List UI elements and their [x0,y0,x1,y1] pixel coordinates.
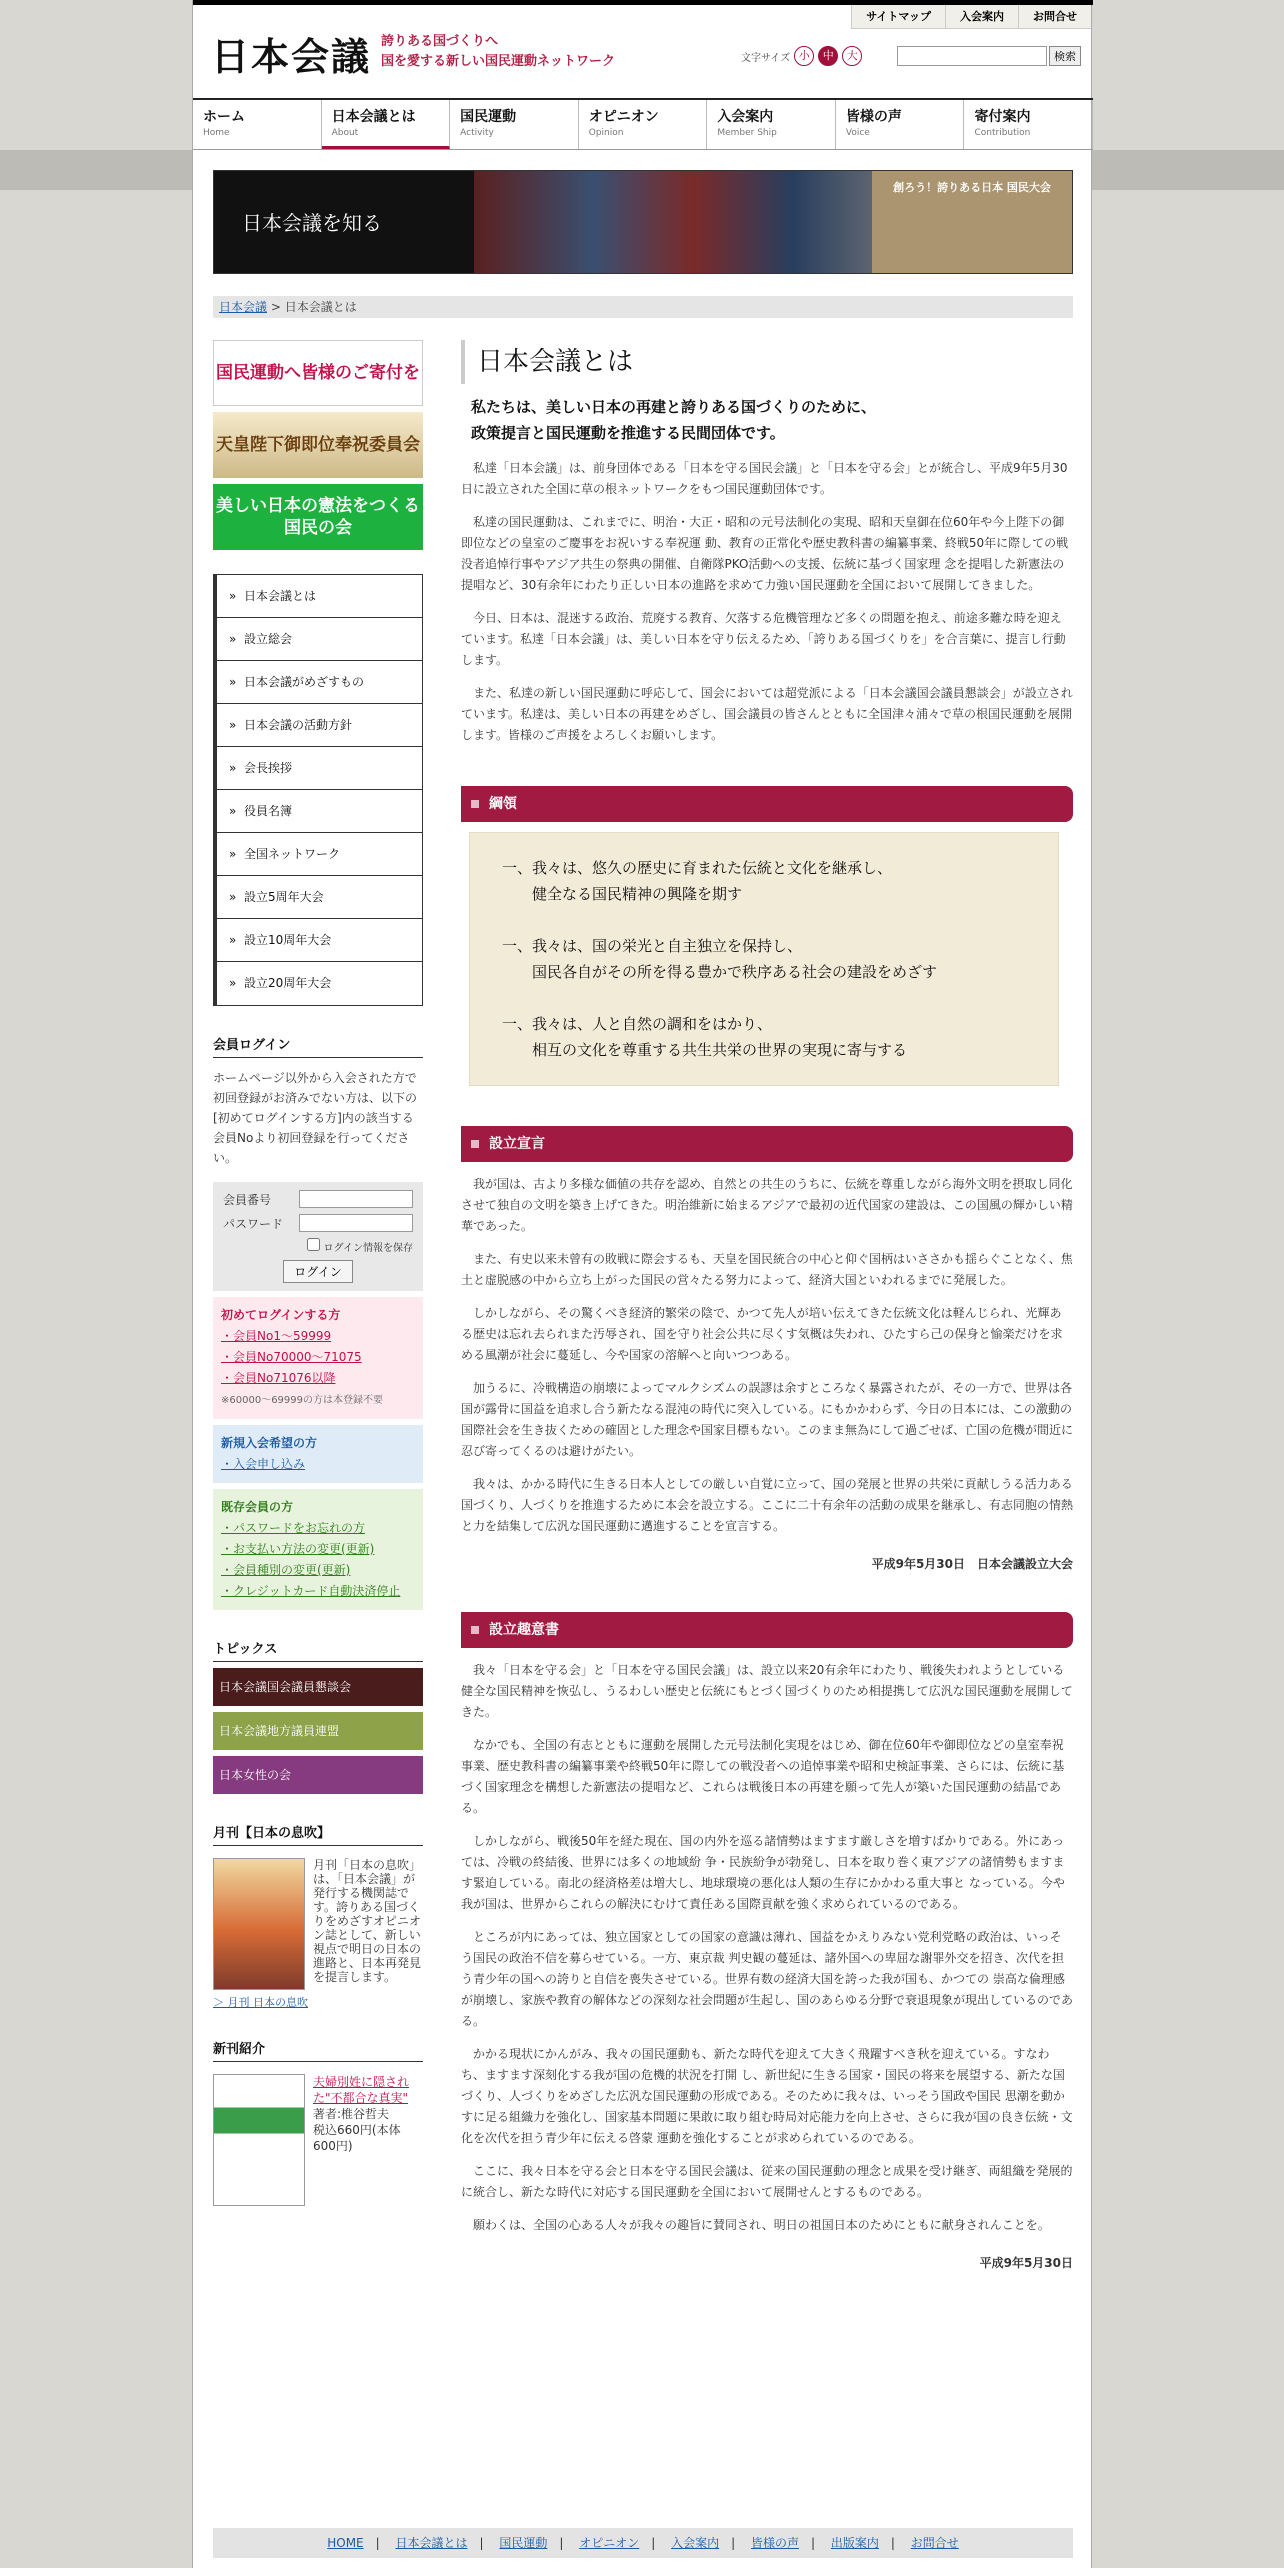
save-login-checkbox[interactable] [307,1238,320,1251]
nav-activity[interactable] [450,100,579,149]
side-nav-item[interactable]: » 設立20周年大会 [214,962,422,1005]
lead-line2: 政策提言と国民運動を推進する民間団体です。 [471,424,785,442]
koryo-line: 一、我々は、国の栄光と自主独立を保持し、 [502,937,803,955]
existing-member-link[interactable]: ・会員種別の変更(更新) [221,1563,351,1577]
lead-text [461,394,1073,446]
footer-link-membership[interactable]: 入会案内 [671,2536,720,2550]
shushi-paragraph: しかしながら、戦後50年を経た現在、国の内外を巡る諸情勢はますます厳しさを増すばかりである。外にあっては、冷戦の終結後、世界には多くの地域紛 争・民族紛争が勃発し、日本を取り巻く東アジアの諸情勢もますます緊迫している。南北の経済格差は増大し、地球環境の悪化は人類の生存にかかわる重大事と なっている。今や我が国は、世界からこれらの解決にむけて責任ある国際貢献を強く求められているのである。 [461,1834,1065,1911]
koryo-box [469,832,1059,1086]
footer-link-voice[interactable]: 皆様の声 [751,2536,800,2550]
contact-link[interactable]: お問合せ [1018,5,1091,28]
shushi-paragraph: ところが内にあっては、独立国家としての国家の意識は薄れ、国益をかえりみない党利党略の政治は、いっそう国民の政治不信を募らせている。一方、東京裁 判史観の蔓延は、諸外国への卑屈な謝罪外交を招き、次代を担う青少年の国への誇りと自信を喪失させている。世界有数の経済大国を誇った我が国も、かつての 崇高な倫理感が崩壊し、家族や教育の解体などの深刻な社会問題が生起し、国のあらゆる分野で衰退現象が現出しているのである。 [461,1930,1074,2028]
koryo-item [502,855,1026,907]
site-logo[interactable]: 日本会議 [211,34,372,79]
side-nav-label: 役員名簿 [243,804,292,818]
font-size-small-button[interactable]: 小 [794,46,814,66]
search-form [897,46,1081,66]
koryo-line: 国民各自がその所を得る豊かで秩序ある社会の建設をめざす [532,963,938,981]
sengen-paragraph: 我が国は、古より多様な価値の共存を認め、自然との共生のうちに、伝統を尊重しながら海外文明を摂取し同化させて独自の文明を築き上げてきた。明治維新に始まるアジアで最初の近代国家の建設は、この国風の輝かしい精華であった。 [461,1177,1073,1233]
side-nav-label: 設立20周年大会 [243,976,332,990]
password-input[interactable] [299,1214,413,1232]
book-title-link[interactable]: 夫婦別姓に隠された"不都合な真実" [313,2075,410,2105]
nav-sublabel: Voice [845,128,870,138]
topic-banner[interactable]: 日本会議国会議員懇談会 [213,1668,423,1706]
footer-link-contact[interactable]: お問合せ [910,2536,959,2550]
nav-sublabel: About [331,128,359,138]
side-nav-label: 設立総会 [243,632,292,646]
footer-link-about[interactable]: 日本会議とは [395,2536,468,2550]
nav-label: 寄付案内 [974,109,1031,125]
first-login-box [213,1297,423,1419]
magazine-heading: 月刊【日本の息吹】 [213,1822,423,1846]
login-button[interactable]: ログイン [283,1260,352,1283]
nav-label: 国民運動 [460,109,517,125]
topics-heading: トピックス [213,1638,423,1662]
intro-paragraph: 私達の国民運動は、これまでに、明治・大正・昭和の元号法制化の実現、昭和天皇御在位60年や今上陛下の御即位などの皇室のご慶事をお祝いする奉祝運 動、教育の正常化や歴史教科書の編纂事業、終戦50年に際しての戦没者追悼行事やアジア共生の祭典の開催、自衛隊PKO活動への支援、伝統に基づく国家理 念を提唱した新憲法の提唱など、30有余年にわたり正しい日本の進路を求めて力強い国民運動を全国において展開してきました。 [461,515,1069,592]
side-nav-label: 日本会議の活動方針 [243,718,352,732]
side-nav-label: 会長挨拶 [243,761,292,775]
koryo-line: 健全なる国民精神の興隆を期す [532,885,743,903]
existing-member-box [213,1489,423,1610]
enthronement-banner[interactable]: 天皇陛下御即位奉祝委員会 [213,412,423,478]
font-size-medium-button[interactable]: 中 [818,46,838,66]
nav-opinion[interactable] [579,100,708,149]
side-nav-item[interactable]: » 設立10周年大会 [214,919,422,962]
topic-banner[interactable]: 日本会議地方議員連盟 [213,1712,423,1750]
lead-line1: 私たちは、美しい日本の再建と誇りある国づくりのために、 [471,398,877,416]
intro-paragraph: また、私達の新しい国民運動に呼応して、国会においては超党派による「日本会議国会議員懇談会」が設立されています。私達は、美しい日本の再建をめざし、国会議員の皆さんとともに全国津々浦々で草の根国民運動を展開します。皆様のご声援をよろしくお願いします。 [461,686,1073,742]
global-nav [193,98,1093,150]
nav-sublabel: Activity [460,128,494,138]
nav-about[interactable] [322,100,451,149]
magazine-cover[interactable] [213,1858,305,1990]
first-login-note: ※60000～69999の方は本登録不要 [221,1395,384,1406]
nav-sublabel: Member Ship [717,128,777,138]
footer-link-home[interactable]: HOME [327,2536,364,2550]
constitution-banner[interactable]: 美しい日本の憲法をつくる国民の会 [213,484,423,550]
sitemap-link[interactable]: サイトマップ [851,5,945,28]
first-login-link[interactable]: ・会員No70000～71075 [221,1350,362,1364]
side-nav-item[interactable]: » 日本会議がめざすもの [214,661,422,704]
side-nav-label: 設立5周年大会 [243,890,324,904]
shushi-paragraph: 願わくは、全国の心ある人々が我々の趣旨に賛同され、明日の祖国日本のためにともに献身されんことを。 [473,2218,1050,2232]
new-book-heading: 新刊紹介 [213,2038,423,2062]
section-heading-koryo: 綱領 [461,786,1073,822]
nav-sublabel: Home [203,128,230,138]
nav-label: ホーム [203,109,245,125]
donation-banner[interactable]: 国民運動へ皆様のご寄付を [213,340,423,406]
footer-link-publications[interactable]: 出版案内 [830,2536,879,2550]
intro-paragraph: 私達「日本会議」は、前身団体である「日本を守る国民会議」と「日本を守る会」とが統合し、平成9年5月30日に設立された全国に草の根ネットワークをもつ国民運動団体です。 [461,461,1068,496]
existing-member-link[interactable]: ・お支払い方法の変更(更新) [221,1542,375,1556]
join-application-link[interactable]: ・入会申し込み [221,1457,306,1471]
book-price: 税込660円(本体600円) [313,2123,401,2153]
magazine-text: 月刊「日本の息吹」は、「日本会議」が発行する機関誌です。誇りある国づくりをめざすオピニオン誌として、新しい視点で明日の日本の進路と、日本再発見を提言します。 [313,1858,422,1984]
shushi-paragraph: ここに、我々日本を守る会と日本を守る国民会議は、従来の国民運動の理念と成果を受け継ぎ、両組織を発展的に統合し、新たな時代に対応する国民運動を全国において展開せんとするものである。 [461,2164,1073,2199]
footer-nav: HOME | 日本会議とは | 国民運動 | オピニオン | 入会案内 | 皆様の声 | 出版案内 | お問合せ [213,2528,1073,2558]
shushi-paragraph: 我々「日本を守る会」と「日本を守る国民会議」は、設立以来20有余年にわたり、戦後失われようとしている健全な国民精神を恢弘し、うるわしい歴史と伝統にもとづく国づくりのため相提携して広汎な国民運動を展開してきた。 [461,1663,1073,1719]
side-nav-label: 全国ネットワーク [243,847,340,861]
koryo-line: 一、我々は、人と自然の調和をはかり、 [502,1015,773,1033]
hero-photo [474,171,872,273]
sengen-paragraph: しかしながら、その驚くべき経済的繁栄の陰で、かつて先人が培い伝えてきた伝統文化は軽んじられ、光輝ある歴史は忘れ去られまた汚辱され、国を守り社会公共に尽くす気概は失われ、ひたすら己の保身と愉楽だけを求める風潮が社会に蔓延し、今や国家の溶解へと向いつつある。 [461,1306,1063,1362]
book-author: 著者:椎谷哲夫 [313,2107,390,2121]
sidebar [213,340,423,2206]
nav-contribution[interactable] [964,100,1093,149]
intro-paragraph: 今日、日本は、混迷する政治、荒廃する教育、欠落する危機管理など多くの問題を抱え、前途多難な時を迎えています。私達「日本会議」は、美しい日本を守り伝えるため、「誇りある国づくりを」を合言葉に、提言し行動します。 [461,611,1066,667]
new-member-title: 新規入会希望の方 [221,1436,318,1450]
hero-title: 日本会議を知る [214,171,474,273]
font-size-large-button[interactable]: 大 [842,46,862,66]
koryo-line: 一、我々は、悠久の歴史に育まれた伝統と文化を継承し、 [502,859,893,877]
side-nav-item[interactable]: » 会長挨拶 [214,747,422,790]
koryo-item [502,933,1026,985]
first-login-link[interactable]: ・会員No1～59999 [221,1329,332,1343]
login-heading: 会員ログイン [213,1034,423,1058]
new-member-box [213,1425,423,1483]
sengen-signature: 平成9年5月30日 日本会議設立大会 [871,1557,1073,1571]
side-nav-label: 設立10周年大会 [243,933,332,947]
koryo-item [502,1011,1026,1063]
nav-sublabel: Contribution [974,128,1031,138]
main-content [461,340,1073,2271]
side-nav-item[interactable]: » 日本会議とは [214,575,422,618]
tagline-line2: 国を愛する新しい国民運動ネットワーク [381,54,616,69]
nav-label: 皆様の声 [845,109,902,125]
first-login-title: 初めてログインする方 [221,1308,341,1322]
hero-event-photo: 創ろう！誇りある日本 国民大会 [872,171,1072,273]
site-tagline [381,32,615,72]
login-description: ホームページ以外から入会された方で初回登録がお済みでない方は、以下の[初めてログインする方]内の該当する会員Noより初回登録を行ってください。 [213,1071,418,1165]
nav-label: 入会案内 [717,109,774,125]
side-nav-label: 日本会議とは [243,589,316,603]
existing-member-link[interactable]: ・クレジットカード自動決済停止 [221,1584,401,1598]
side-nav-item[interactable]: » 役員名簿 [214,790,422,833]
page [192,0,1092,2568]
footer-link-activity[interactable]: 国民運動 [499,2536,548,2550]
magazine-more-link[interactable]: ＞ 月刊 日本の息吹 [213,1996,308,2009]
side-nav-item[interactable]: » 設立5周年大会 [214,876,422,919]
shushi-paragraph: かかる現状にかんがみ、我々の国民運動も、新たな時代を迎えて大きく飛躍すべき秋を迎えている。すなわち、ますます深刻化する我が国の危機的状況を打開 し、新世紀に生きる国家・国民の将来を展望する、新たな国づくり、人づくりをめざした広汎な国民運動の形成である。そのために我々は、いっそう国政や国民 思潮を動かすに足る組織力を強化し、国家基本問題に果敢に取り組む時局対応能力を向上させ、さらに我が国の良き伝統・文化を次代を担う青少年に伝える啓蒙 運動を強化することが求められているのである。 [461,2047,1073,2145]
font-size-switcher [741,46,862,66]
password-label: パスワード [223,1216,284,1231]
hero-banner [213,170,1073,274]
breadcrumb-current: 日本会議とは [284,300,357,314]
breadcrumb-home[interactable]: 日本会議 [219,300,268,314]
section-heading-sengen: 設立宣言 [461,1126,1073,1162]
shushi-paragraph: なかでも、全国の有志とともに運動を展開した元号法制化実現をはじめ、御在位60年や御即位などの皇室奉祝事業、歴史教科書の編纂事業や終戦50年に際しての戦没者への追悼事業や昭和史検証事業、さらには、伝統に基づく国家理念を構想した新憲法の提唱など、これらは戦後日本の再建を願って先人が築いた国民運動の結晶である。 [461,1738,1065,1815]
page-title: 日本会議とは [461,340,1073,384]
search-button[interactable]: 検索 [1049,46,1081,66]
shushi-signature: 平成9年5月30日 [979,2256,1073,2270]
nav-voice[interactable] [836,100,965,149]
magazine-block [213,1858,423,1990]
join-link[interactable]: 入会案内 [945,5,1018,28]
side-nav [213,574,423,1006]
breadcrumb-separator: > [267,300,285,314]
search-input[interactable] [897,46,1047,66]
book-cover[interactable] [213,2074,305,2206]
tagline-line1: 誇りある国づくりへ [381,34,499,49]
side-nav-label: 日本会議がめざすもの [243,675,364,689]
breadcrumb [213,296,1073,318]
top-links [851,5,1091,29]
existing-member-link[interactable]: ・パスワードをお忘れの方 [221,1521,366,1535]
section-heading-shushi: 設立趣意書 [461,1612,1073,1648]
existing-member-title: 既存会員の方 [221,1500,294,1514]
nav-label: オピニオン [588,109,659,125]
side-nav-item[interactable]: » 全国ネットワーク [214,833,422,876]
footer-link-opinion[interactable]: オピニオン [579,2536,640,2550]
font-size-label: 文字サイズ [741,52,791,64]
login-form [213,1182,423,1291]
first-login-link[interactable]: ・会員No71076以降 [221,1371,336,1385]
member-no-input[interactable] [299,1190,413,1208]
nav-home[interactable] [193,100,322,149]
nav-sublabel: Opinion [588,128,624,138]
sengen-paragraph: 加うるに、冷戦構造の崩壊によってマルクシズムの誤謬は余すところなく暴露されたが、その一方で、世界は各国が露骨に国益を追求し合う新たなる混沌の時代に突入している。にもかかわらず、今日の日本には、この激動の国際社会を生き抜くための確固とした理念や国家目標もない。このまま無為にして過ごせば、亡国の危機が間近に忍び寄ってくるのは避けがたい。 [461,1381,1074,1458]
topic-banner[interactable]: 日本女性の会 [213,1756,423,1794]
member-no-label: 会員番号 [223,1192,272,1207]
nav-label: 日本会議とは [331,109,416,125]
sengen-paragraph: また、有史以来未曾有の敗戦に際会するも、天皇を国民統合の中心と仰ぐ国柄はいささかも揺らぐことなく、焦土と虚脱感の中から立ち上がった国民の営々たる努力によって、経済大国といわれるまでに発展した。 [461,1252,1073,1287]
save-login-label: ログイン情報を保存 [323,1243,413,1254]
sengen-paragraph: 我々は、かかる時代に生きる日本人としての厳しい自覚に立って、国の発展と世界の共栄に貢献しうる活力ある国づくり、人づくりを推進するために本会を設立する。ここに二十有余年の活動の成果を継承し、有志同胞の情熱と力を結集して広汎な国民運動に邁進することを宣言する。 [461,1477,1074,1533]
koryo-line: 相互の文化を尊重する共生共栄の世界の実現に寄与する [532,1041,908,1059]
side-nav-item[interactable]: » 日本会議の活動方針 [214,704,422,747]
nav-membership[interactable] [707,100,836,149]
new-book-block [213,2074,423,2206]
side-nav-item[interactable]: » 設立総会 [214,618,422,661]
